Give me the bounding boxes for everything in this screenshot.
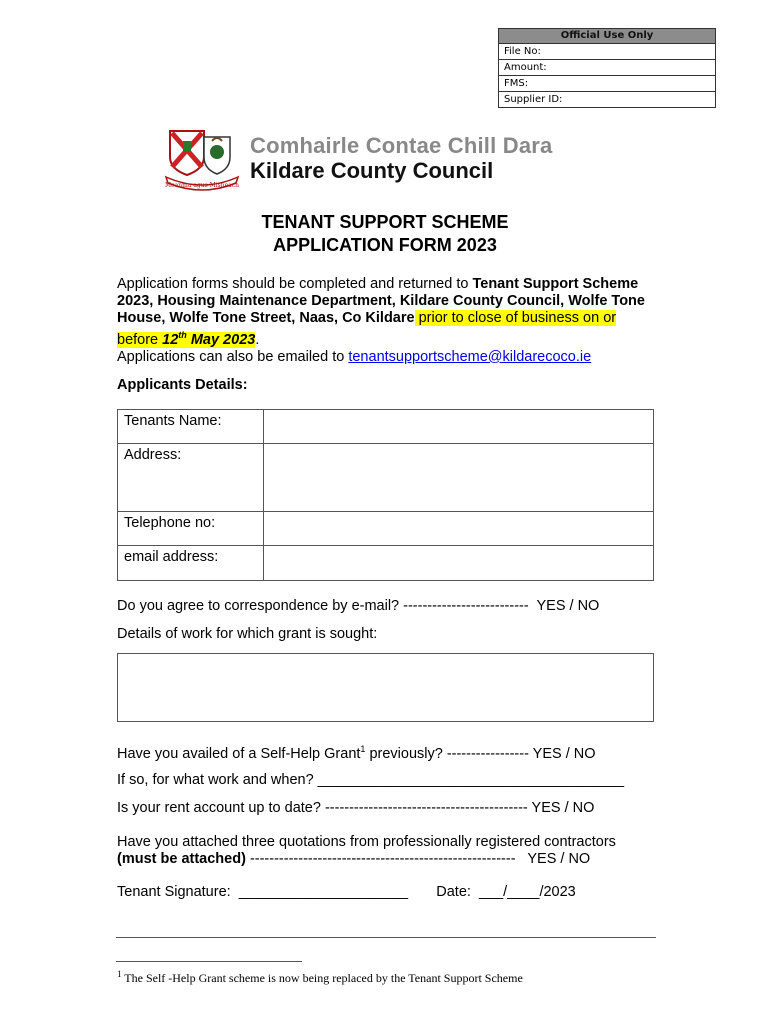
logo-motto: Meanma agus Misneach [165,182,239,189]
signature-date-line[interactable]: Tenant Signature: _____________________ Date: ___/____/2023 [117,884,576,900]
telephone-field[interactable] [264,512,654,546]
divider-line [116,937,656,938]
self-help-text: Have you availed of a Self-Help Grant [117,745,361,762]
quotations-question-line2[interactable] [117,851,590,867]
deadline-month: May 2023 [186,331,256,348]
tenant-name-field[interactable] [264,410,654,444]
form-title-line1: TENANT SUPPORT SCHEME [261,212,509,232]
previous-work-question[interactable]: If so, for what work and when? ______________________________________ [117,772,625,788]
official-use-box [498,28,716,108]
intro-text: Application forms should be completed and returned to [117,276,473,292]
address-label: Address: [118,444,264,512]
deadline-day: 12 [162,331,179,348]
footnote-text: The Self -Help Grant scheme is now being replaced by the Tenant Support Scheme [121,971,523,985]
intro-period: . [255,331,260,348]
council-irish-name: Comhairle Contae Chill Dara [250,133,553,158]
work-details-label: Details of work for which grant is sought: [117,626,378,642]
work-details-box[interactable] [117,653,654,722]
quotations-question-line1: Have you attached three quotations from professionally registered contractors [117,834,616,850]
email-consent-question[interactable]: Do you agree to correspondence by e-mail? -------------------------- YES / NO [117,598,600,614]
intro-paragraph [117,276,657,366]
deadline-suffix: th [178,330,187,340]
self-help-options: previously? ----------------- YES / NO [365,745,596,762]
email-address-label: email address: [118,546,264,581]
intro-address: Tenant Support Scheme 2023, Housing Maintenance Department, Kildare County Council, Wolfe Tone House, Wolfe Tone Street, Naas, Co Kildare [117,276,645,326]
official-use-heading: Official Use Only [499,29,715,44]
official-use-file-no[interactable]: File No: [499,44,715,60]
official-use-fms[interactable]: FMS: [499,76,715,92]
email-intro: Applications can also be emailed to [117,348,349,365]
footnote-ref: 1 [360,744,366,754]
footnote-number: 1 [117,969,122,979]
footnote [117,969,523,986]
council-english-name: Kildare County Council [250,158,494,183]
self-help-question[interactable] [117,744,596,762]
official-use-amount[interactable]: Amount: [499,60,715,76]
address-field[interactable] [264,444,654,512]
email-address-field[interactable] [264,546,654,581]
official-use-supplier-id[interactable]: Supplier ID: [504,94,563,105]
applicant-details-table [117,409,654,581]
telephone-label: Telephone no: [118,512,264,546]
must-attach-note: (must be attached) [117,851,246,867]
tenant-name-label: Tenants Name: [118,410,264,444]
rent-account-question[interactable]: Is your rent account up to date? ------------------------------------------ YES / NO [117,800,595,816]
quotations-options: ------------------------------------------------------- YES / NO [245,851,591,867]
council-crest-logo [164,127,240,193]
email-link[interactable]: tenantsupportscheme@kildarecoco.ie [348,348,592,365]
deadline-text: prior to close of business on or before [117,310,617,348]
footnote-separator [116,961,302,962]
applicant-details-heading: Applicants Details: [117,377,248,393]
form-title-line2: APPLICATION FORM 2023 [273,235,497,255]
